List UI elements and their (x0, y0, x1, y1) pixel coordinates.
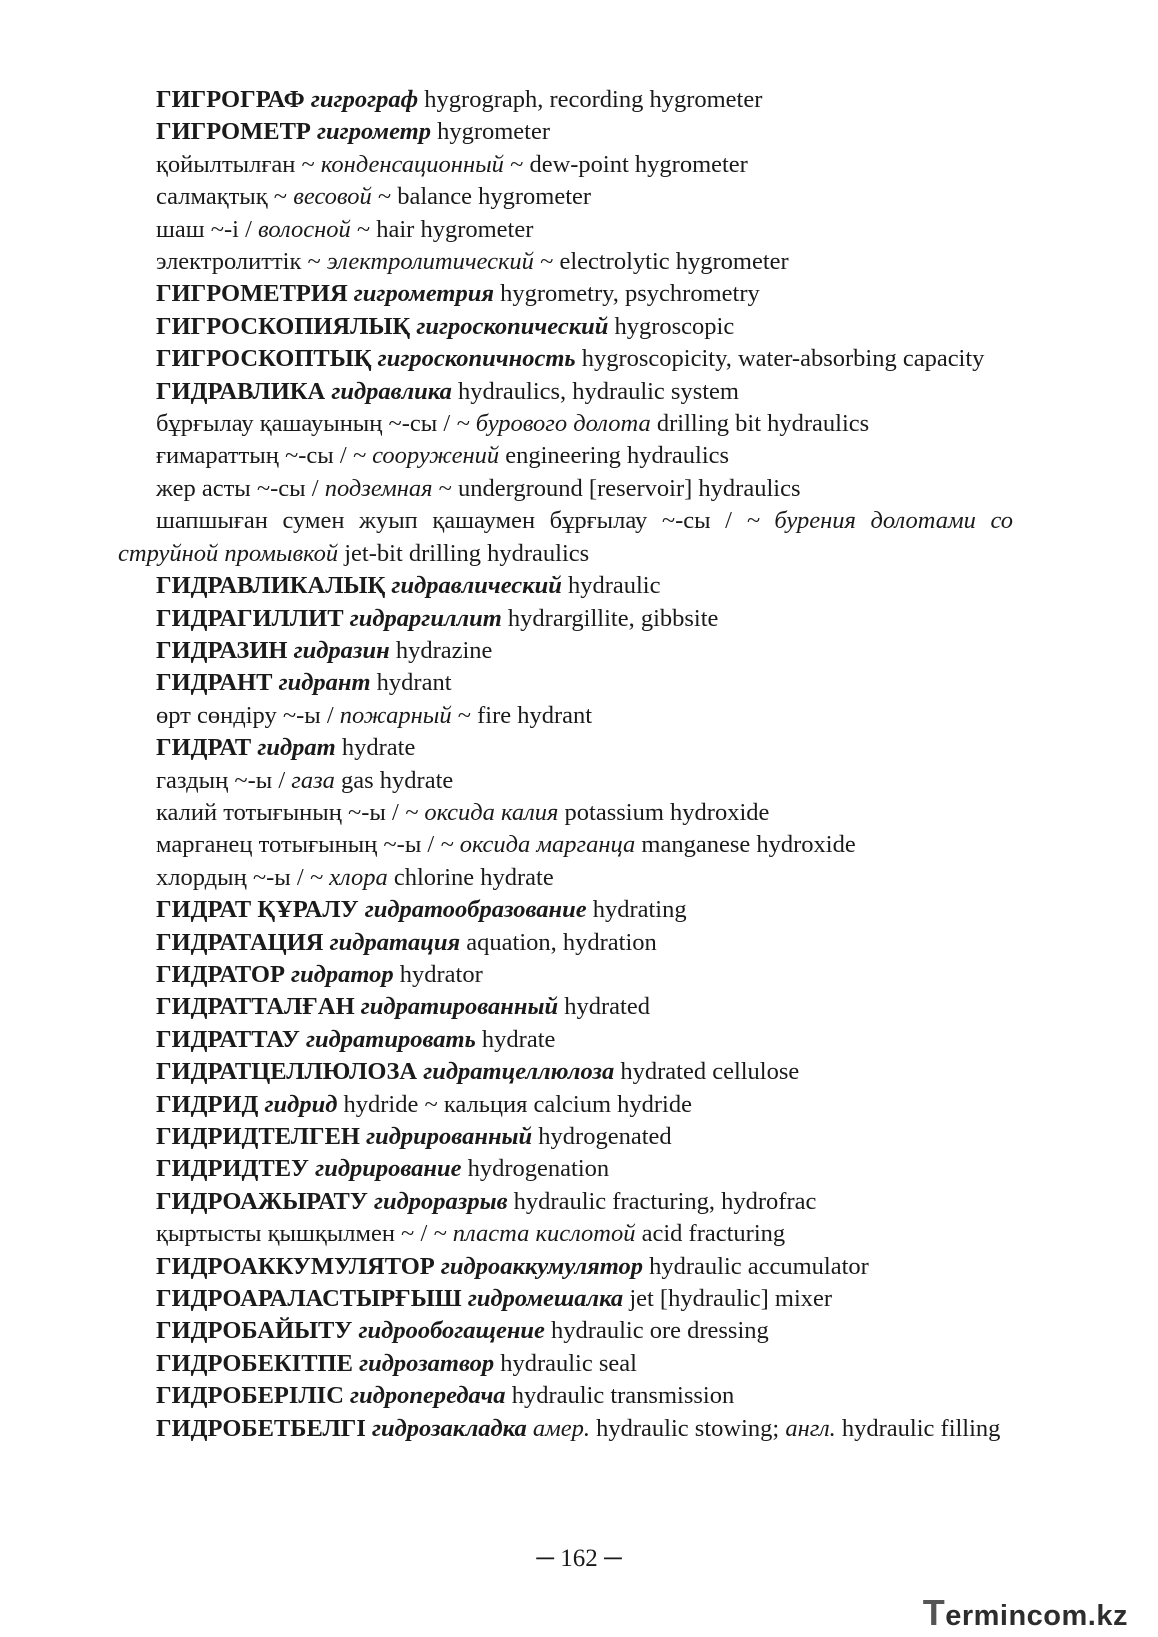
kazakh-headword: ГИДРАГИЛЛИТ (156, 604, 344, 632)
headword-entry (118, 1251, 1013, 1283)
headword-entry (118, 1024, 1013, 1056)
russian-phrase: пожарный (339, 701, 452, 729)
english-translation: hydraulic fracturing, hydrofrac (507, 1187, 817, 1215)
kazakh-headword: ГИДРОАККУМУЛЯТОР (156, 1252, 435, 1280)
page-number: ─ 162 ─ (536, 1545, 622, 1572)
sub-entry (118, 246, 1013, 278)
english-translation: hydraulic accumulator (642, 1252, 869, 1280)
english-translation: hydraulic stowing; (590, 1414, 786, 1442)
russian-term: гидратцеллюлоза (423, 1058, 615, 1086)
english-translation: ~ dew-point hygrometer (503, 150, 748, 178)
headword-entry (118, 1283, 1013, 1315)
russian-term: гидрид (264, 1090, 338, 1118)
headword-entry (118, 1348, 1013, 1380)
sub-entry (118, 214, 1013, 246)
kazakh-headword: ГИДРИД (156, 1090, 259, 1118)
english-translation: gas hydrate (334, 766, 454, 794)
headword-entry (118, 1315, 1013, 1347)
kazakh-headword: ГИГРОГРАФ (156, 86, 305, 113)
headword-entry (118, 1089, 1013, 1121)
russian-phrase: ~ оксида марганца (440, 831, 636, 859)
sub-entry (118, 1218, 1013, 1250)
kazakh-headword: ГИДРОБАЙЫТУ (156, 1317, 353, 1345)
russian-phrase: ~ хлора (309, 863, 388, 891)
russian-phrase: электролитический (326, 248, 534, 276)
kazakh-phrase: қойылтылған ~ (156, 150, 321, 178)
english-translation: hygrometer (430, 118, 551, 146)
kazakh-headword: ГИДРАВЛИКА (156, 377, 326, 405)
russian-term: гидропередача (350, 1382, 506, 1410)
kazakh-phrase: өрт сөндіру ~-ы / (156, 701, 340, 729)
russian-phrase: газа (291, 766, 335, 794)
headword-entry (118, 603, 1013, 635)
kazakh-headword: ГИДРИДТЕУ (156, 1155, 310, 1183)
english-translation: hygrometry, psychrometry (493, 280, 760, 308)
sub-entry (118, 181, 1013, 213)
english-translation: hydrate (475, 1025, 556, 1053)
english-translation: hydrating (586, 896, 687, 924)
russian-phrase: конденсационный (320, 150, 504, 178)
headword-entry (118, 1153, 1013, 1185)
english-translation: hydrazine (389, 636, 493, 664)
russian-term: гидроразрыв (373, 1187, 508, 1215)
headword-entry (118, 667, 1013, 699)
russian-term: гидратор (291, 960, 394, 988)
headword-entry (118, 84, 1013, 116)
english-translation: acid fracturing (635, 1220, 786, 1248)
headword-entry (118, 278, 1013, 310)
kazakh-headword: ГИГРОМЕТРИЯ (156, 280, 348, 308)
english-translation: hydrogenated (532, 1123, 672, 1150)
russian-phrase: ~ сооружений (352, 442, 500, 470)
kazakh-headword: ГИГРОМЕТР (156, 118, 311, 146)
english-translation: hydraulics, hydraulic system (451, 377, 739, 405)
english-translation: aquation, hydration (460, 928, 657, 956)
kazakh-phrase: ғимараттың ~-сы / (156, 442, 353, 470)
headword-entry (118, 959, 1013, 991)
english-translation: jet-bit drilling hydraulics (338, 539, 590, 567)
sub-entry (118, 473, 1013, 505)
sub-entry (118, 862, 1013, 894)
kazakh-headword: ГИДРАТТАЛҒАН (156, 993, 355, 1021)
sub-entry (118, 440, 1013, 472)
english-translation: ~ electrolytic hygrometer (533, 248, 789, 276)
english-translation: hydraulic transmission (505, 1382, 735, 1410)
english-translation: hydrargillite, gibbsite (501, 604, 719, 632)
kazakh-phrase: калий тотығының ~-ы / (156, 798, 405, 826)
headword-entry (118, 991, 1013, 1023)
english-translation: hydrogenation (461, 1155, 610, 1183)
headword-entry (118, 1413, 1013, 1445)
kazakh-headword: ГИДРАТЦЕЛЛЮЛОЗА (156, 1058, 418, 1086)
english-translation: ~ underground [reservoir] hydraulics (432, 474, 801, 502)
headword-entry (118, 570, 1013, 602)
russian-term: гидрирование (315, 1155, 462, 1183)
sub-entry (118, 700, 1013, 732)
kazakh-headword: ГИДРАТТАУ (156, 1025, 300, 1053)
kazakh-phrase: марганец тотығының ~-ы / (156, 831, 441, 859)
russian-term: гидравлический (391, 572, 562, 600)
kazakh-headword: ГИДРАЗИН (156, 636, 288, 664)
english-translation: ~ hair hygrometer (350, 215, 534, 243)
russian-term: гигроскопичность (377, 345, 576, 373)
english-translation: hydraulic filling (835, 1414, 1001, 1442)
english-translation: engineering hydraulics (499, 442, 730, 470)
sub-entry (118, 149, 1013, 181)
russian-term: гидратация (329, 928, 461, 956)
kazakh-headword: ГИДРОАРАЛАСТЫРҒЫШ (156, 1285, 462, 1313)
russian-term: гидратировать (305, 1025, 476, 1053)
russian-term: гигроскопический (416, 312, 609, 340)
headword-entry (118, 343, 1013, 375)
sub-entry (118, 765, 1013, 797)
russian-phrase: волосной (258, 215, 351, 243)
russian-phrase: весовой (293, 183, 372, 211)
english-translation: chlorine hydrate (387, 863, 554, 891)
headword-entry (118, 1056, 1013, 1088)
english-translation: hydrant (370, 669, 452, 697)
headword-entry (118, 732, 1013, 764)
kazakh-headword: ГИДРИДТЕЛГЕН (156, 1123, 360, 1150)
russian-term: гидраргиллит (349, 604, 502, 632)
sub-entry (118, 797, 1013, 829)
english-translation: hydrated (558, 993, 650, 1021)
kazakh-phrase: шапшыған сумен жуып қашаумен бұрғылау ~-сы / (156, 507, 747, 535)
russian-phrase: ~ бурового долота (456, 410, 651, 438)
kazakh-phrase: газдың ~-ы / (156, 766, 292, 794)
russian-phrase: ~ пласта кислотой (433, 1220, 636, 1248)
headword-entry (118, 1186, 1013, 1218)
sub-entry (118, 408, 1013, 440)
russian-term: гигрометрия (353, 280, 494, 308)
headword-entry (118, 311, 1013, 343)
site-logo[interactable] (923, 1592, 1128, 1634)
kazakh-headword: ГИДРОАЖЫРАТУ (156, 1187, 368, 1215)
kazakh-phrase: қыртысты қышқылмен ~ / (156, 1220, 434, 1248)
russian-term: гидразин (293, 636, 390, 664)
english-translation: hydrate (335, 734, 416, 762)
headword-entry (118, 927, 1013, 959)
english-translation: hygroscopicity, water-absorbing capacity (575, 345, 985, 373)
kazakh-headword: ГИДРАНТ (156, 669, 273, 697)
english-translation: hydraulic ore dressing (544, 1317, 769, 1345)
english-translation: hygrograph, recording hygrometer (418, 86, 763, 113)
kazakh-phrase: бұрғылау қашауының ~-сы / (156, 410, 457, 438)
english-translation: potassium hydroxide (558, 798, 770, 826)
english-translation: hydrated cellulose (614, 1058, 800, 1086)
kazakh-phrase: жер асты ~-сы / (156, 474, 325, 502)
english-translation: hydraulic seal (494, 1349, 637, 1377)
kazakh-headword: ГИДРАТАЦИЯ (156, 928, 324, 956)
russian-term: гидроаккумулятор (440, 1252, 643, 1280)
usage-note: амер. (526, 1414, 591, 1442)
headword-entry (118, 635, 1013, 667)
logo-initial: T (922, 1592, 946, 1633)
logo-text: ermincom.kz (945, 1600, 1128, 1632)
russian-term: гидрант (278, 669, 371, 697)
english-translation: hygroscopic (608, 312, 735, 340)
russian-term: гидравлика (331, 377, 452, 405)
russian-term: гидрат (257, 734, 336, 762)
kazakh-headword: ГИГРОСКОПИЯЛЫҚ (156, 312, 411, 340)
english-translation: hydrator (393, 960, 483, 988)
kazakh-headword: ГИДРАТ ҚҰРАЛУ (156, 896, 359, 924)
russian-term: гидратированный (360, 993, 559, 1021)
kazakh-phrase: электролиттік ~ (156, 248, 327, 276)
russian-phrase: ~ оксида калия (404, 798, 559, 826)
headword-entry (118, 376, 1013, 408)
dictionary-page (118, 84, 1013, 1445)
kazakh-phrase: хлордың ~-ы / (156, 863, 310, 891)
english-translation: ~ balance hygrometer (371, 183, 592, 211)
russian-term: гидрированный (366, 1123, 533, 1150)
english-translation: jet [hydraulic] mixer (623, 1285, 833, 1313)
headword-entry (118, 894, 1013, 926)
english-translation: hydraulic (561, 572, 661, 600)
russian-phrase: подземная (324, 474, 433, 502)
english-translation: hydride ~ кальция calcium hydride (337, 1090, 692, 1118)
english-translation: manganese hydroxide (635, 831, 856, 859)
kazakh-headword: ГИДРОБЕТБЕЛГІ (156, 1414, 366, 1442)
headword-entry (118, 1380, 1013, 1412)
russian-term: гигрометр (317, 118, 431, 146)
russian-term: гидратообразование (364, 896, 587, 924)
russian-term: гидрозакладка (371, 1414, 527, 1442)
usage-note: англ. (785, 1414, 836, 1442)
kazakh-headword: ГИГРОСКОПТЫҚ (156, 345, 372, 373)
english-translation: drilling bit hydraulics (650, 410, 870, 438)
russian-term: гидрообогащение (358, 1317, 545, 1345)
russian-term: гигрограф (310, 86, 419, 113)
kazakh-phrase: салмақтық ~ (156, 183, 294, 211)
english-translation: ~ fire hydrant (451, 701, 593, 729)
kazakh-phrase: шаш ~-і / (156, 215, 259, 243)
headword-entry (118, 1121, 1013, 1153)
sub-entry (118, 505, 1013, 570)
russian-phrase: ~ бурения долотами со струйной промывкой (118, 507, 1013, 567)
kazakh-headword: ГИДРАВЛИКАЛЫҚ (156, 572, 386, 600)
kazakh-headword: ГИДРАТ (156, 734, 252, 762)
kazakh-headword: ГИДРОБЕРІЛІС (156, 1382, 344, 1410)
russian-term: гидромешалка (467, 1285, 624, 1313)
russian-term: гидрозатвор (359, 1349, 495, 1377)
headword-entry (118, 116, 1013, 148)
kazakh-headword: ГИДРОБЕКІТПЕ (156, 1349, 353, 1377)
kazakh-headword: ГИДРАТОР (156, 960, 285, 988)
sub-entry (118, 829, 1013, 861)
